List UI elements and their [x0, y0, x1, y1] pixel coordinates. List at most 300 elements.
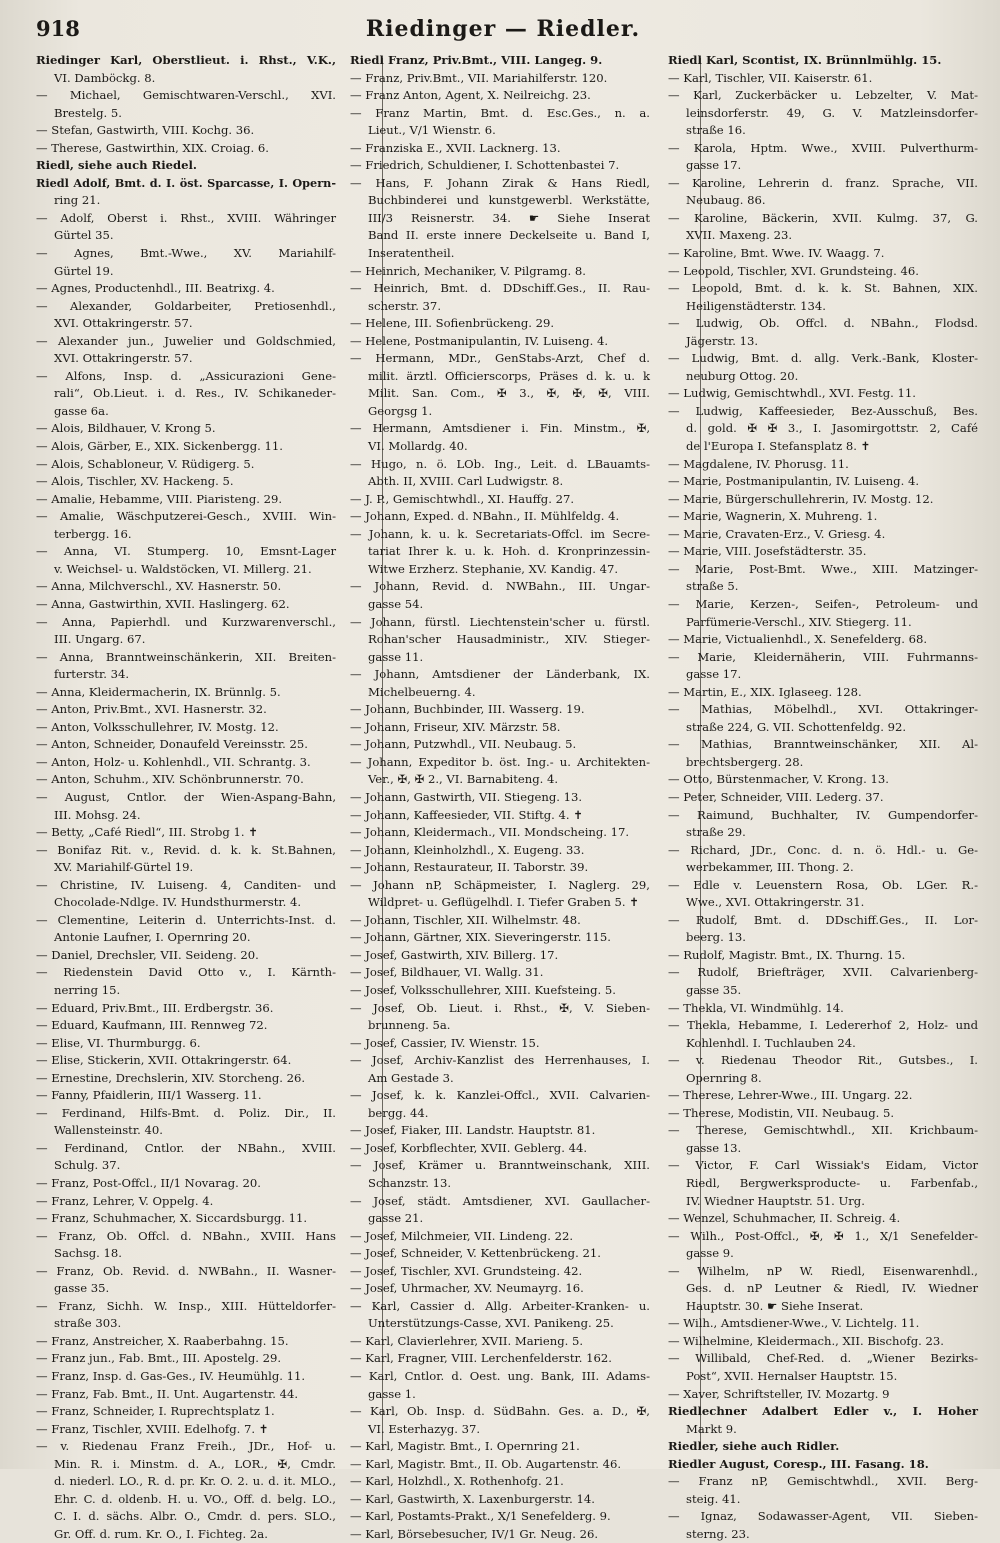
directory-entry: [36, 1421, 336, 1439]
entry-line: — Amalie, Wäschputzerei-Gesch., XVIII. Win-: [36, 509, 336, 524]
entry-line: — Christine, IV. Luiseng. 4, Canditen- und: [36, 877, 336, 892]
entry-line: — Josef, k. k. Kanzlei-Offcl., XVII. Calvarien-: [350, 1088, 650, 1103]
entry-line: — Marie, Bürgerschullehrerin, IV. Mostg. 12.: [668, 491, 934, 506]
directory-entry: [350, 1000, 650, 1035]
entry-line: — Franz Martin, Bmt. d. Esc.Ges., n. a.: [350, 105, 650, 120]
directory-entry: [36, 614, 336, 649]
entry-line: Wallensteinstr. 40.: [54, 1123, 163, 1138]
entry-line: — Mathias, Möbelhdl., XVI. Ottakringer-: [668, 702, 978, 717]
directory-entry: [668, 70, 978, 88]
entry-line: — Bonifaz Rit. v., Revid. d. k. k. St.Bahnen,: [36, 842, 336, 857]
directory-entry: [668, 631, 978, 649]
entry-line: Milit. San. Com., ✠ 3., ✠, ✠, ✠, VIII.: [368, 386, 650, 401]
directory-entry: [350, 929, 650, 947]
directory-entry: [36, 438, 336, 456]
entry-line: — Anton, Schneider, Donaufeld Vereinsstr. 25.: [36, 737, 308, 752]
entry-line: — Franziska E., XVII. Lacknerg. 13.: [350, 140, 561, 155]
directory-entry: [668, 596, 978, 631]
entry-line: — Franz, Fab. Bmt., II. Unt. Augartenstr. 44.: [36, 1386, 299, 1401]
directory-entry: [350, 964, 650, 982]
entry-line: — Anna, Milchverschl., XV. Hasnerstr. 50.: [36, 579, 282, 594]
entry-line: — Karl, Börsebesucher, IV/1 Gr. Neug. 26.: [350, 1526, 599, 1541]
entry-line: — Josef, Krämer u. Branntweinschank, XIII.: [350, 1158, 650, 1173]
entry-line: — Karl, Postamts-Prakt., X/1 Senefelderg. 9.: [350, 1509, 611, 1524]
entry-line: gasse 17.: [686, 158, 742, 173]
directory-entry: [350, 947, 650, 965]
entry-line: — Helene, Postmanipulantin, IV. Luiseng. 4.: [350, 333, 608, 348]
directory-entry: [36, 491, 336, 509]
directory-entry: [36, 1386, 336, 1404]
entry-line: Schanzstr. 13.: [368, 1176, 452, 1190]
entry-line: gasse 35.: [54, 1281, 110, 1296]
entry-line: — Thekla, VI. Windmühlg. 14.: [668, 1000, 844, 1015]
directory-entry: [36, 473, 336, 491]
entry-line: tariat Ihrer k. u. k. Hoh. d. Kronprinzessin-: [368, 544, 650, 559]
entry-line: — Therese, Gemischtwhdl., XII. Krichbaum-: [668, 1123, 978, 1138]
directory-entry: [36, 87, 336, 122]
entry-line: — Alois, Gärber, E., XIX. Sickenbergg. 11.: [36, 439, 283, 454]
directory-entry: [350, 263, 650, 281]
entry-line: Min. R. i. Minstm. d. A., LOR., ✠, Cmdr.: [54, 1456, 336, 1471]
directory-entry: [350, 140, 650, 158]
entry-line: — Leopold, Bmt. d. k. k. St. Bahnen, XIX.: [668, 281, 978, 296]
entry-line: gasse 6a.: [54, 403, 109, 418]
entry-line: — Thekla, Hebamme, I. Ledererhof 2, Holz- und: [668, 1018, 978, 1033]
directory-entry: [668, 1386, 978, 1404]
directory-entry: [36, 719, 336, 737]
directory-entry: [668, 508, 978, 526]
entry-line: — Franz jun., Fab. Bmt., III. Apostelg. 29.: [36, 1351, 282, 1366]
entry-line: — Alois, Tischler, XV. Hackeng. 5.: [36, 474, 234, 489]
entry-line: beerg. 13.: [686, 930, 746, 945]
entry-line: — Johann, k. u. k. Secretariats-Offcl. im Secre-: [350, 526, 650, 541]
entry-line: — Marie, Cravaten-Erz., V. Griesg. 4.: [668, 526, 886, 541]
entry-line: — Johann nP, Schäpmeister, I. Naglerg. 29,: [350, 877, 650, 892]
directory-entry: [36, 1000, 336, 1018]
entry-line: straße 224, G. VII. Schottenfeldg. 92.: [686, 719, 907, 734]
directory-entry: [36, 649, 336, 684]
entry-line: — Edle v. Leuenstern Rosa, Ob. LGer. R.-: [668, 877, 978, 892]
entry-line: — Therese, Lehrer-Wwe., III. Ungarg. 22.: [668, 1088, 913, 1103]
entry-line: Schulg. 37.: [54, 1158, 121, 1173]
directory-entry: [350, 614, 650, 667]
entry-line: Brestelg. 5.: [54, 105, 122, 120]
entry-line: straße 303.: [54, 1316, 122, 1331]
entry-line: — Agnes, Bmt.-Wwe., XV. Mariahilf-: [36, 246, 336, 261]
entry-line: — Franz Anton, Agent, X. Neilreichg. 23.: [350, 88, 591, 103]
entry-line: XVII. Maxeng. 23.: [686, 228, 793, 243]
entry-line: — Heinrich, Mechaniker, V. Pilgramg. 8.: [350, 263, 586, 278]
entry-line: Gürtel 19.: [54, 263, 114, 278]
entry-line: — Johann, Tischler, XII. Wilhelmstr. 48.: [350, 912, 581, 927]
entry-line: — Franz, Insp. d. Gas-Ges., IV. Heumühlg. 11.: [36, 1369, 306, 1384]
directory-entry: [668, 245, 978, 263]
entry-line: — Agnes, Productenhdl., III. Beatrixg. 4.: [36, 281, 275, 296]
directory-heading-entry: [36, 157, 336, 175]
entry-line: Sachsg. 18.: [54, 1246, 122, 1261]
directory-heading-entry: [36, 175, 336, 210]
directory-entry: [668, 807, 978, 842]
entry-line: sterng. 23.: [686, 1526, 750, 1541]
entry-line: — Ferdinand, Cntlor. der NBahn., XVIII.: [36, 1140, 336, 1155]
directory-entry: [668, 385, 978, 403]
directory-heading-entry: [36, 52, 336, 87]
directory-entry: [350, 87, 650, 105]
entry-line: — Clementine, Leiterin d. Unterrichts-Inst. d.: [36, 912, 336, 927]
entry-line: — Anna, VI. Stumperg. 10, Emsnt-Lager: [36, 544, 336, 559]
entry-line: — Ernestine, Drechslerin, XIV. Storcheng. 26.: [36, 1070, 306, 1085]
directory-entry: [668, 1105, 978, 1123]
directory-heading-entry: [668, 1456, 978, 1474]
entry-line: — Alexander jun., Juwelier und Goldschmied,: [36, 333, 336, 348]
entry-line: XV. Mariahilf-Gürtel 19.: [54, 860, 194, 875]
directory-entry: [350, 719, 650, 737]
directory-heading-entry: [668, 1403, 978, 1438]
directory-entry: [36, 684, 336, 702]
entry-line: bergg. 44.: [368, 1105, 429, 1120]
entry-line: — Franz, Lehrer, V. Oppelg. 4.: [36, 1193, 214, 1208]
entry-line: — Franz, Post-Offcl., II/1 Novarag. 20.: [36, 1176, 261, 1190]
directory-entry: [36, 1087, 336, 1105]
entry-line: — Johann, Revid. d. NWBahn., III. Ungar-: [350, 579, 650, 594]
entry-line: — Karl, Ob. Insp. d. SüdBahn. Ges. a. D., ✠,: [350, 1404, 650, 1419]
entry-line: Ehr. C. d. oldenb. H. u. VO., Off. d. belg. LO.,: [54, 1491, 336, 1506]
directory-entry: [668, 473, 978, 491]
entry-line: C. I. d. sächs. Albr. O., Cmdr. d. pers. SLO.,: [54, 1509, 336, 1524]
directory-entry: [668, 543, 978, 561]
entry-line: — Johann, Kaffeesieder, VII. Stiftg. 4. ✝: [350, 807, 583, 822]
entry-line: — Johann, Kleinholzhdl., X. Eugeng. 33.: [350, 842, 585, 857]
directory-entry: [36, 1193, 336, 1211]
directory-entry: [350, 982, 650, 1000]
entry-line: de l'Europa I. Stefansplatz 8. ✝: [686, 439, 871, 454]
directory-entry: [36, 1070, 336, 1088]
directory-entry: [668, 280, 978, 315]
entry-line: Wwe., XVI. Ottakringerstr. 31.: [686, 895, 865, 910]
directory-entry: [36, 824, 336, 842]
directory-entry: [668, 947, 978, 965]
directory-entry: [350, 420, 650, 455]
directory-entry: [350, 333, 650, 351]
entry-line: — Franz, Schuhmacher, X. Siccardsburgg. 11.: [36, 1211, 308, 1226]
directory-entry: [36, 1140, 336, 1175]
directory-entry: [350, 701, 650, 719]
directory-entry: [36, 947, 336, 965]
directory-entry: [36, 122, 336, 140]
entry-line: — Friedrich, Schuldiener, I. Schottenbastei 7.: [350, 158, 620, 173]
entry-line: — Marie, VIII. Josefstädterstr. 35.: [668, 544, 867, 559]
directory-entry: [36, 298, 336, 333]
directory-entry: [668, 526, 978, 544]
entry-line: — Helene, III. Sofienbrückeng. 29.: [350, 316, 555, 331]
directory-entry: [350, 754, 650, 789]
directory-entry: [36, 333, 336, 368]
entry-line: Wildpret- u. Geflügelhdl. I. Tiefer Graben 5. ✝: [368, 895, 639, 910]
entry-line: Riedl Adolf, Bmt. d. I. öst. Sparcasse, I. Opern-: [36, 175, 336, 190]
entry-line: — Ferdinand, Hilfs-Bmt. d. Poliz. Dir., II.: [36, 1105, 336, 1120]
directory-entry: [36, 736, 336, 754]
directory-entry: [668, 1087, 978, 1105]
entry-line: — Josef, Uhrmacher, XV. Neumayrg. 16.: [350, 1281, 584, 1296]
entry-line: — Elise, Stickerin, XVII. Ottakringerstr. 64.: [36, 1053, 292, 1068]
entry-line: — Karl, Magistr. Bmt., II. Ob. Augartenstr. 46.: [350, 1456, 622, 1471]
entry-line: — Therese, Gastwirthin, XIX. Croiag. 6.: [36, 140, 269, 155]
directory-entry: [36, 754, 336, 772]
entry-line: Rohan'scher Hausadministr., XIV. Stieger-: [368, 632, 650, 647]
directory-entry: [350, 1087, 650, 1122]
directory-entry: [36, 701, 336, 719]
directory-entry: [668, 263, 978, 281]
entry-line: straße 5.: [686, 579, 739, 594]
entry-line: — Karl, Holzhdl., X. Rothenhofg. 21.: [350, 1474, 564, 1489]
directory-entry: [36, 1210, 336, 1228]
directory-entry: [350, 315, 650, 333]
directory-columns: [36, 52, 978, 1541]
entry-line: scherstr. 37.: [368, 298, 441, 313]
entry-line: — Hermann, MDr., GenStabs-Arzt, Chef d.: [350, 351, 650, 366]
entry-line: IV. Wiedner Hauptstr. 51. Urg.: [686, 1193, 865, 1208]
directory-heading-entry: [668, 52, 978, 70]
entry-line: — Marie, Victualienhdl., X. Senefelderg. 68.: [668, 632, 928, 647]
directory-entry: [36, 1438, 336, 1543]
directory-entry: [350, 1403, 650, 1438]
entry-line: — Victor, F. Carl Wissiak's Eidam, Victor: [668, 1158, 978, 1173]
directory-entry: [36, 1105, 336, 1140]
entry-line: — Heinrich, Bmt. d. DDschiff.Ges., II. Rau-: [350, 281, 650, 296]
directory-entry: [36, 1035, 336, 1053]
entry-line: — Alois, Bildhauer, V. Krong 5.: [36, 421, 216, 436]
directory-entry: [350, 1526, 650, 1543]
entry-line: Georgsg 1.: [368, 403, 433, 418]
directory-entry: [36, 543, 336, 578]
entry-line: nerring 15.: [54, 982, 121, 997]
directory-entry: [36, 1263, 336, 1298]
entry-line: — Johann, Amtsdiener der Länderbank, IX.: [350, 667, 650, 682]
directory-entry: [350, 789, 650, 807]
entry-line: milit. ärztl. Officierscorps, Präses d. k. u. k: [368, 368, 650, 383]
directory-entry: [668, 1157, 978, 1210]
entry-line: straße 29.: [686, 825, 746, 840]
entry-line: — Josef, Tischler, XVI. Grundsteing. 42.: [350, 1263, 583, 1278]
entry-line: VI. Mollardg. 40.: [368, 439, 468, 454]
entry-line: — Josef, Cassier, IV. Wienstr. 15.: [350, 1035, 540, 1050]
directory-entry: [668, 87, 978, 140]
entry-line: Riedl Franz, Priv.Bmt., VIII. Langeg. 9.: [350, 53, 603, 67]
directory-entry: [36, 1175, 336, 1193]
directory-heading-entry: [350, 52, 650, 70]
directory-entry: [350, 526, 650, 579]
entry-line: Hauptstr. 30. ☛ Siehe Inserat.: [686, 1298, 864, 1313]
entry-line: — Anton, Holz- u. Kohlenhdl., VII. Schrantg. 3.: [36, 754, 311, 769]
entry-line: — Karola, Hptm. Wwe., XVIII. Pulverthurm-: [668, 140, 978, 155]
entry-line: Riedl, siehe auch Riedel.: [36, 158, 197, 173]
entry-line: terbergg. 16.: [54, 526, 132, 541]
directory-entry: [36, 420, 336, 438]
entry-line: Abth. II, XVIII. Carl Ludwigstr. 8.: [368, 474, 564, 489]
directory-entry: [36, 1333, 336, 1351]
entry-line: — Alexander, Goldarbeiter, Pretiosenhdl.,: [36, 298, 336, 313]
directory-entry: [350, 1456, 650, 1474]
entry-line: d. gold. ✠ ✠ 3., I. Jasomirgottstr. 2, Café: [686, 421, 978, 436]
entry-line: — Eduard, Priv.Bmt., III. Erdbergstr. 36.: [36, 1000, 274, 1015]
directory-entry: [350, 1193, 650, 1228]
entry-line: — Anton, Volksschullehrer, IV. Mostg. 12.: [36, 719, 279, 734]
entry-line: — Betty, „Café Riedl“, III. Strobg 1. ✝: [36, 825, 258, 840]
entry-line: steig. 41.: [686, 1491, 741, 1506]
directory-entry: [668, 684, 978, 702]
entry-line: — Rudolf, Bmt. d. DDschiff.Ges., II. Lor-: [668, 912, 978, 927]
entry-line: Post“, XVII. Hernalser Hauptstr. 15.: [686, 1369, 898, 1384]
entry-line: — Karl, Fragner, VIII. Lerchenfelderstr. 162.: [350, 1351, 612, 1366]
entry-line: d. niederl. LO., R. d. pr. Kr. O. 2. u. d. it. MLO.,: [54, 1474, 336, 1489]
directory-entry: [668, 1210, 978, 1228]
entry-line: — Karl, Cntlor. d. Oest. ung. Bank, III. Adams-: [350, 1369, 650, 1384]
entry-line: — Hugo, n. ö. LOb. Ing., Leit. d. LBauamts-: [350, 456, 650, 471]
directory-entry: [668, 1263, 978, 1316]
directory-entry: [350, 824, 650, 842]
directory-entry: [668, 842, 978, 877]
directory-entry: [668, 350, 978, 385]
entry-line: Chocolade-Ndlge. IV. Hundsthurmerstr. 4.: [54, 895, 302, 910]
directory-entry: [350, 70, 650, 88]
entry-line: brunneng. 5a.: [368, 1018, 451, 1033]
entry-line: werbekammer, III. Thong. 2.: [686, 860, 854, 875]
directory-entry: [36, 1052, 336, 1070]
entry-line: Unterstützungs-Casse, XVI. Panikeng. 25.: [368, 1316, 614, 1331]
directory-entry: [36, 1017, 336, 1035]
directory-entry: [668, 771, 978, 789]
entry-line: — Franz, Tischler, XVIII. Edelhofg. 7. ✝: [36, 1421, 269, 1436]
directory-entry: [350, 842, 650, 860]
entry-line: — Josef, Fiaker, III. Landstr. Hauptstr. 81.: [350, 1123, 596, 1138]
directory-entry: [36, 1368, 336, 1386]
entry-line: gasse 35.: [686, 982, 742, 997]
directory-entry: [668, 1350, 978, 1385]
directory-entry: [668, 403, 978, 456]
entry-line: Jägerstr. 13.: [686, 333, 759, 348]
entry-line: — v. Riedenau Theodor Rit., Gutsbes., I.: [668, 1053, 978, 1068]
entry-line: gasse 21.: [368, 1211, 424, 1226]
entry-line: — Karl, Tischler, VII. Kaiserstr. 61.: [668, 70, 873, 85]
entry-line: Neubaug. 86.: [686, 193, 766, 208]
entry-line: — Karoline, Bmt. Wwe. IV. Waagg. 7.: [668, 246, 885, 261]
entry-line: — Franz, Priv.Bmt., VII. Mariahilferstr. 120.: [350, 70, 608, 85]
entry-line: — Franz, Anstreicher, X. Raaberbahng. 15.: [36, 1333, 289, 1348]
page-header: [36, 14, 970, 48]
entry-line: — Amalie, Hebamme, VIII. Piaristeng. 29.: [36, 491, 283, 506]
directory-entry: [36, 877, 336, 912]
directory-entry: [350, 578, 650, 613]
entry-line: brechtsbergerg. 28.: [686, 754, 804, 769]
entry-line: Antonie Laufner, I. Opernring 20.: [54, 930, 251, 945]
entry-line: — Martin, E., XIX. Iglaseeg. 128.: [668, 684, 862, 699]
entry-line: — Marie, Wagnerin, X. Muhreng. 1.: [668, 509, 878, 524]
entry-line: — Wilh., Post-Offcl., ✠, ✠ 1., X/1 Senefelder-: [668, 1228, 978, 1243]
entry-line: — Fanny, Pfaidlerin, III/1 Wasserg. 11.: [36, 1088, 262, 1103]
entry-line: — August, Cntlor. der Wien-Aspang-Bahn,: [36, 789, 336, 804]
directory-entry: [36, 245, 336, 280]
entry-line: — Elise, VI. Thurmburgg. 6.: [36, 1035, 201, 1050]
directory-entry: [350, 350, 650, 420]
directory-entry: [36, 1228, 336, 1263]
directory-entry: [350, 877, 650, 912]
entry-line: — Johann, Restaurateur, II. Taborstr. 39.: [350, 860, 589, 875]
entry-line: — Josef, Volksschullehrer, XIII. Kuefsteing. 5.: [350, 982, 616, 997]
entry-line: — Karoline, Lehrerin d. franz. Sprache, VII.: [668, 175, 978, 190]
directory-entry: [668, 210, 978, 245]
entry-line: — Ludwig, Ob. Offcl. d. NBahn., Flodsd.: [668, 316, 978, 331]
entry-line: — Anna, Papierhdl. und Kurzwarenverschl.,: [36, 614, 336, 629]
directory-entry: [668, 1315, 978, 1333]
entry-line: — Johann, Gastwirth, VII. Stiegeng. 13.: [350, 789, 583, 804]
directory-entry: [350, 491, 650, 509]
entry-line: gasse 13.: [686, 1140, 742, 1155]
entry-line: — Daniel, Drechsler, VII. Seideng. 20.: [36, 947, 259, 962]
running-head: Riedinger — Riedler.: [365, 16, 641, 42]
entry-line: — Josef, Milchmeier, VII. Lindeng. 22.: [350, 1228, 574, 1243]
entry-line: — Raimund, Buchhalter, IV. Gumpendorfer-: [668, 807, 978, 822]
directory-entry: [668, 456, 978, 474]
entry-line: — Karoline, Bäckerin, XVII. Kulmg. 37, G.: [668, 210, 978, 225]
directory-entry: [36, 368, 336, 421]
directory-entry: [36, 912, 336, 947]
directory-entry: [350, 1157, 650, 1192]
entry-line: — Xaver, Schriftsteller, IV. Mozartg. 9: [668, 1386, 890, 1401]
entry-line: — Eduard, Kaufmann, III. Rennweg 72.: [36, 1018, 268, 1033]
entry-line: Band II. erste innere Deckelseite u. Band I,: [368, 228, 650, 243]
entry-line: Witwe Erzherz. Stephanie, XV. Kandig. 47.: [368, 561, 619, 576]
entry-line: Lieut., V/1 Wienstr. 6.: [368, 123, 496, 138]
entry-line: — Rudolf, Briefträger, XVII. Calvarienberg-: [668, 965, 978, 980]
entry-line: — Adolf, Oberst i. Rhst., XVIII. Währinger: [36, 210, 336, 225]
entry-line: — Karl, Gastwirth, X. Laxenburgerstr. 14.: [350, 1491, 595, 1506]
entry-line: — Riedenstein David Otto v., I. Kärnth-: [36, 965, 336, 980]
entry-line: — Wilhelmine, Kleidermach., XII. Bischofg. 23.: [668, 1333, 944, 1348]
entry-line: Riedlechner Adalbert Edler v., I. Hoher: [668, 1404, 978, 1419]
entry-line: — Wilh., Amtsdiener-Wwe., V. Lichtelg. 11.: [668, 1316, 920, 1331]
entry-line: — Johann, Putzwhdl., VII. Neubaug. 5.: [350, 737, 577, 752]
entry-line: — Anna, Gastwirthin, XVII. Haslingerg. 62.: [36, 596, 290, 611]
directory-entry: [350, 1052, 650, 1087]
entry-line: — Alfons, Insp. d. „Assicurazioni Gene-: [36, 368, 336, 383]
entry-line: — Wenzel, Schuhmacher, II. Schreig. 4.: [668, 1211, 901, 1226]
entry-line: — Johann, Exped. d. NBahn., II. Mühlfeldg. 4.: [350, 509, 620, 524]
entry-line: — Karl, Cassier d. Allg. Arbeiter-Kranken- u.: [350, 1298, 650, 1313]
entry-line: — Hans, F. Johann Zirak & Hans Riedl,: [350, 175, 650, 190]
entry-line: Markt 9.: [686, 1421, 737, 1436]
entry-line: — Johann, Gärtner, XIX. Sieveringerstr. 115.: [350, 930, 611, 945]
entry-line: — Ludwig, Bmt. d. allg. Verk.-Bank, Kloster-: [668, 351, 978, 366]
entry-line: Gürtel 35.: [54, 228, 114, 243]
entry-line: Gr. Off. d. rum. Kr. O., I. Fichteg. 2a.: [54, 1526, 268, 1541]
directory-entry: [350, 912, 650, 930]
entry-line: — Anton, Schuhm., XIV. Schönbrunnerstr. 70.: [36, 772, 304, 787]
directory-entry: [350, 175, 650, 263]
directory-entry: [36, 456, 336, 474]
entry-line: — Franz, Sichh. W. Insp., XIII. Hütteldorfer-: [36, 1298, 336, 1313]
entry-line: — Johann, Expeditor b. öst. Ing.- u. Architekten-: [350, 754, 650, 769]
directory-entry: [350, 1491, 650, 1509]
directory-entry: [350, 1368, 650, 1403]
directory-entry: [668, 315, 978, 350]
directory-entry: [350, 105, 650, 140]
entry-line: — Josef, städt. Amtsdiener, XVI. Gaullacher-: [350, 1193, 650, 1208]
column-left: [36, 52, 336, 1541]
entry-line: — Johann, Friseur, XIV. Märzstr. 58.: [350, 719, 561, 734]
entry-line: VI. Esterhazyg. 37.: [368, 1421, 481, 1436]
entry-line: — v. Riedenau Franz Freih., JDr., Hof- u.: [36, 1439, 336, 1454]
entry-line: Riedl, Bergwerksproducte- u. Farbenfab.,: [686, 1176, 978, 1190]
